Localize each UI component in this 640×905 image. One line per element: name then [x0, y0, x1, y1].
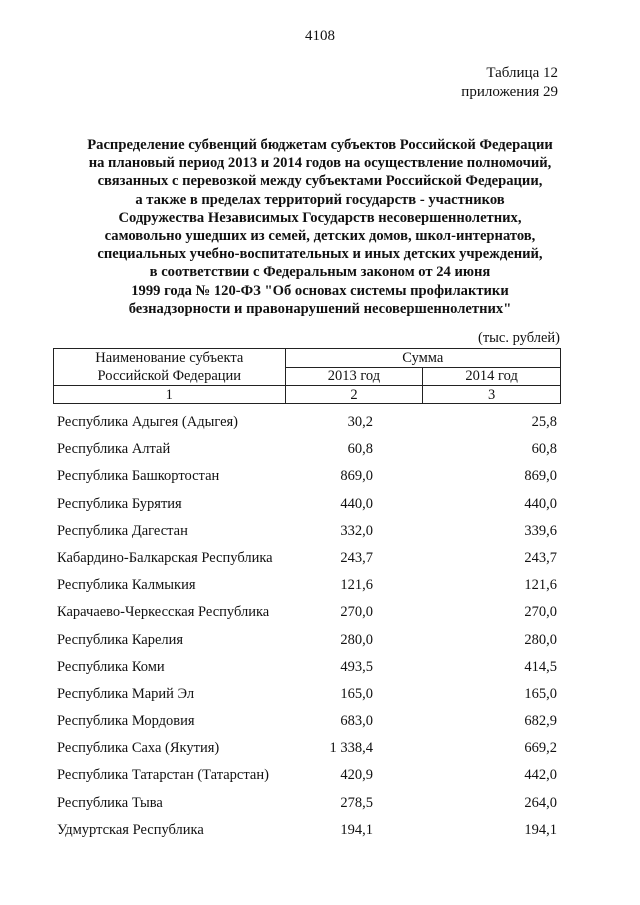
header-sum: Сумма [285, 349, 560, 368]
subject-name: Республика Дагестан [57, 522, 188, 539]
title-line: 1999 года № 120-ФЗ "Об основах системы профилактики [131, 282, 509, 299]
appendix-number: приложения 29 [461, 84, 558, 100]
subject-name: Республика Тыва [57, 794, 163, 811]
value-2014: 280,0 [524, 631, 557, 648]
table-row [57, 685, 557, 712]
value-2013: 243,7 [340, 549, 373, 566]
subject-name: Республика Адыгея (Адыгея) [57, 414, 239, 430]
title-line: в соответствии с Федеральным законом от 24 июня [149, 264, 491, 281]
value-2014: 869,0 [524, 468, 557, 485]
subject-name: Республика Калмыкия [57, 577, 196, 594]
value-2013: 60,8 [347, 441, 373, 458]
table-row [57, 766, 557, 793]
value-2013: 121,6 [340, 577, 373, 594]
value-2013: 194,1 [340, 821, 373, 838]
table-number: Таблица 12 [486, 65, 558, 81]
value-2014: 442,0 [524, 767, 557, 784]
units-label: (тыс. рублей) [478, 330, 560, 346]
value-2013: 332,0 [340, 522, 373, 539]
title-line: безнадзорности и правонарушений несовершеннолетних" [128, 300, 512, 317]
subject-name: Удмуртская Республика [57, 821, 204, 838]
value-2013: 280,0 [340, 631, 373, 648]
value-2014: 165,0 [524, 685, 557, 702]
subject-name: Республика Башкортостан [57, 468, 220, 485]
value-2013: 165,0 [340, 685, 373, 702]
value-2013: 420,9 [340, 767, 373, 784]
value-2014: 264,0 [524, 794, 557, 811]
value-2014: 339,6 [524, 522, 557, 539]
header-year-2013: 2013 год [285, 367, 423, 386]
value-2014: 270,0 [524, 604, 557, 621]
header-subject-line2: Российской Федерации [97, 368, 242, 384]
header-subject-name [54, 349, 286, 386]
document-title [40, 136, 600, 318]
table-row [57, 413, 557, 440]
subject-name: Республика Коми [57, 658, 165, 675]
value-2014: 414,5 [524, 658, 557, 675]
table-row [57, 467, 557, 494]
subject-name: Республика Марий Эл [57, 685, 195, 702]
header-year-2014: 2014 год [423, 367, 561, 386]
title-line: Распределение субвенций бюджетам субъектов Российской Федерации [87, 137, 553, 153]
value-2013: 683,0 [340, 713, 373, 730]
value-2014: 243,7 [524, 549, 557, 566]
value-2014: 25,8 [531, 414, 557, 430]
header-col-num-1: 1 [54, 386, 286, 404]
table-row [57, 739, 557, 766]
table-reference [461, 64, 558, 102]
title-line: а также в пределах территорий государств - участников [135, 191, 505, 208]
value-2014: 60,8 [531, 441, 557, 458]
value-2013: 30,2 [347, 414, 373, 430]
page-number: 4108 [305, 28, 335, 44]
table-row [57, 440, 557, 467]
value-2013: 278,5 [340, 794, 373, 811]
header-subject-line1: Наименование субъекта [95, 350, 244, 366]
value-2014: 440,0 [524, 495, 557, 512]
subject-name: Республика Алтай [57, 441, 171, 458]
value-2013: 440,0 [340, 495, 373, 512]
table-row [57, 495, 557, 522]
header-col-num-3: 3 [423, 386, 561, 404]
table-row [57, 658, 557, 685]
subject-name: Республика Мордовия [57, 713, 195, 730]
table-row [57, 794, 557, 821]
value-2014: 194,1 [524, 821, 557, 838]
subject-name: Карачаево-Черкесская Республика [57, 604, 270, 621]
value-2013: 493,5 [340, 658, 373, 675]
table-body [57, 413, 557, 848]
table-header [53, 348, 561, 404]
subject-name: Республика Саха (Якутия) [57, 740, 220, 757]
value-2014: 682,9 [524, 713, 557, 730]
value-2013: 869,0 [340, 468, 373, 485]
title-line: самовольно ушедших из семей, детских домов, школ-интернатов, [104, 228, 536, 245]
table-row [57, 603, 557, 630]
title-line: на плановый период 2013 и 2014 годов на осуществление полномочий, [88, 155, 552, 172]
subject-name: Республика Татарстан (Татарстан) [57, 767, 269, 784]
table-row [57, 522, 557, 549]
title-line: связанных с перевозкой между субъектами Российской Федерации, [97, 173, 543, 190]
value-2013: 270,0 [340, 604, 373, 621]
subject-name: Кабардино-Балкарская Республика [57, 549, 273, 566]
table-row [57, 576, 557, 603]
title-line: специальных учебно-воспитательных и иных детских учреждений, [97, 246, 543, 263]
table-row [57, 631, 557, 658]
table-row [57, 549, 557, 576]
value-2014: 669,2 [524, 740, 557, 757]
subject-name: Республика Карелия [57, 631, 184, 648]
header-col-num-2: 2 [285, 386, 423, 404]
value-2013: 1 338,4 [329, 740, 373, 757]
value-2014: 121,6 [524, 577, 557, 594]
title-line: Содружества Независимых Государств несовершеннолетних, [118, 209, 522, 226]
table-row [57, 821, 557, 848]
table-row [57, 712, 557, 739]
subject-name: Республика Бурятия [57, 495, 182, 512]
